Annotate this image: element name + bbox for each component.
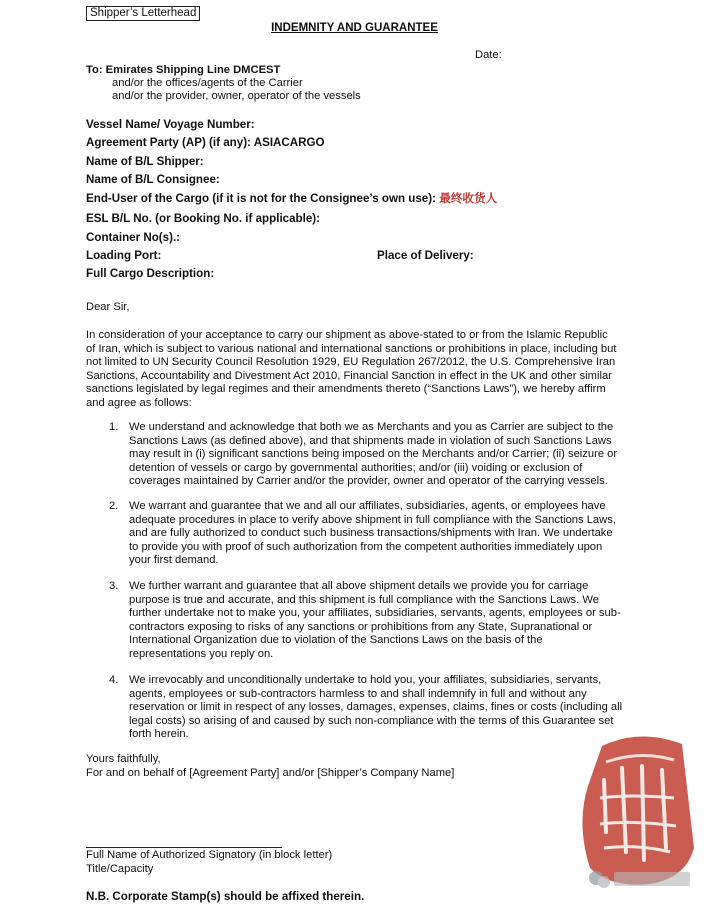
item-line: We warrant and guarantee that we and all our affiliates, subsidiaries, agents, or employees have: [129, 500, 606, 512]
to-prefix: To:: [86, 64, 103, 76]
item-number: 1.: [109, 421, 119, 433]
intro-line: not limited to UN Security Council Resolution 1929, EU Regulation 267/2012, the U.S. Comprehensive Iran: [86, 356, 616, 369]
item-line: may result in (i) significant sanctions being imposed on the Merchants and/or Carrier; (ii) seizure or: [129, 448, 618, 461]
item-line: adequate procedures in place to verify above shipment in full compliance with the Sanctions Laws,: [129, 513, 616, 526]
addressee-line: [86, 64, 280, 78]
intro-line: and agree as follows:: [86, 396, 192, 409]
stamp-note: N.B. Corporate Stamp(s) should be affixed therein.: [86, 890, 365, 903]
intro-line: of Iran, which is subject to various national and international sanctions or prohibitions in place, including but: [86, 342, 617, 355]
item-line: and are fully authorized to conduct such business transactions/shipments with Iran. We undertake: [129, 527, 613, 540]
seal-shape: [582, 736, 694, 884]
item-line: reservation or limit in respect of any losses, damages, expenses, claims, fines or costs (including all: [129, 701, 623, 714]
item-number: 2.: [109, 500, 119, 512]
cargo-description-field: Full Cargo Description:: [86, 267, 215, 280]
watermark-footer-shape: [614, 872, 690, 886]
item-line: your first demand.: [129, 554, 219, 567]
signature-line: [86, 847, 282, 848]
signatory-name-label: Full Name of Authorized Signatory (in block letter): [86, 849, 333, 861]
item-line: We irrevocably and unconditionally undertake to hold you, your affiliates, subsidiaries, servants,: [129, 674, 602, 686]
item-line: contractors exposing to risks of any sanctions or prohibitions from any State, Supranational or: [129, 620, 593, 633]
list-item: [129, 580, 657, 662]
addressee-line-2: and/or the offices/agents of the Carrier: [112, 77, 303, 89]
item-line: agents, employees or sub-contractors harmless to and shall indemnify in full and without any: [129, 687, 587, 700]
salutation: Dear Sir,: [86, 301, 130, 313]
item-number: 3.: [109, 580, 119, 592]
addressee-line-3: and/or the provider, owner, operator of the vessels: [112, 90, 361, 102]
on-behalf-text: For and on behalf of [Agreement Party] and/or [Shipper’s Company Name]: [86, 767, 455, 779]
item-line: detention of vessels or cargo by governmental authorities; and/or (iii) voiding or exclusion of: [129, 461, 583, 474]
document-title: INDEMNITY AND GUARANTEE: [271, 22, 438, 34]
container-field: Container No(s).:: [86, 231, 181, 244]
intro-line: In consideration of your acceptance to carry our shipment as above-stated to or from the Islamic Republic: [86, 329, 608, 341]
place-of-delivery-field: Place of Delivery:: [377, 249, 474, 262]
intro-line: Sanctions, Accountability and Divestment Act 2010, Financial Sanction in effect in the UK and other similar: [86, 369, 612, 382]
esl-bl-field: ESL B/L No. (or Booking No. if applicable):: [86, 212, 321, 225]
item-line: We further warrant and guarantee that all above shipment details we provide you for carriage: [129, 580, 589, 592]
list-item: [129, 500, 657, 568]
item-line: Sanctions Laws (as defined above), and that shipments made in violation of such Sanctions Laws: [129, 434, 612, 447]
title-capacity-label: Title/Capacity: [86, 863, 154, 875]
item-number: 4.: [109, 674, 119, 686]
end-user-field: [86, 192, 497, 206]
loading-port-field: Loading Port:: [86, 249, 162, 262]
item-line: to provide you with proof of such authorization from the competent authorities immediately upon: [129, 540, 603, 553]
closing-text: Yours faithfully,: [86, 753, 161, 765]
vessel-field: Vessel Name/ Voyage Number:: [86, 118, 255, 131]
item-line: legal costs) so arising of and caused by such non-compliance with the terms of this Guarantee set: [129, 714, 614, 727]
end-user-note: 最终收货人: [439, 192, 498, 205]
item-line: coverages maintained by Carrier and/or the provider, owner and operator of the carrying vessels.: [129, 475, 608, 488]
item-line: purpose is true and accurate, and this shipment is full compliance with the Sanctions Laws. We: [129, 593, 599, 606]
agreement-party-field: Agreement Party (AP) (if any): ASIACARGO: [86, 136, 325, 149]
end-user-label: End-User of the Cargo (if it is not for the Consignee’s own use):: [86, 192, 436, 205]
item-line: forth herein.: [129, 728, 189, 741]
shipper-field: Name of B/L Shipper:: [86, 155, 204, 168]
item-line: International Organization due to violation of the Sanctions Laws on the basis of the: [129, 634, 543, 647]
seal-watermark: [570, 728, 704, 908]
item-line: We understand and acknowledge that both we as Merchants and you as Carrier are subject to the: [129, 421, 614, 433]
consignee-field: Name of B/L Consignee:: [86, 173, 220, 186]
letterhead-label: Shipper’s Letterhead: [86, 6, 200, 21]
item-line: further undertake not to make you, your affiliates, subsidiaries, servants, agents, employees or sub-: [129, 607, 621, 620]
carrier-name: Emirates Shipping Line DMCEST: [105, 64, 281, 76]
date-label: Date:: [475, 49, 502, 61]
intro-line: sanctions legislated by legal regimes and their amendments thereto (“Sanctions Laws”), we hereby affirm: [86, 383, 606, 396]
item-line: representations you reply on.: [129, 647, 274, 660]
list-item: [129, 421, 657, 489]
intro-paragraph: [86, 329, 657, 411]
